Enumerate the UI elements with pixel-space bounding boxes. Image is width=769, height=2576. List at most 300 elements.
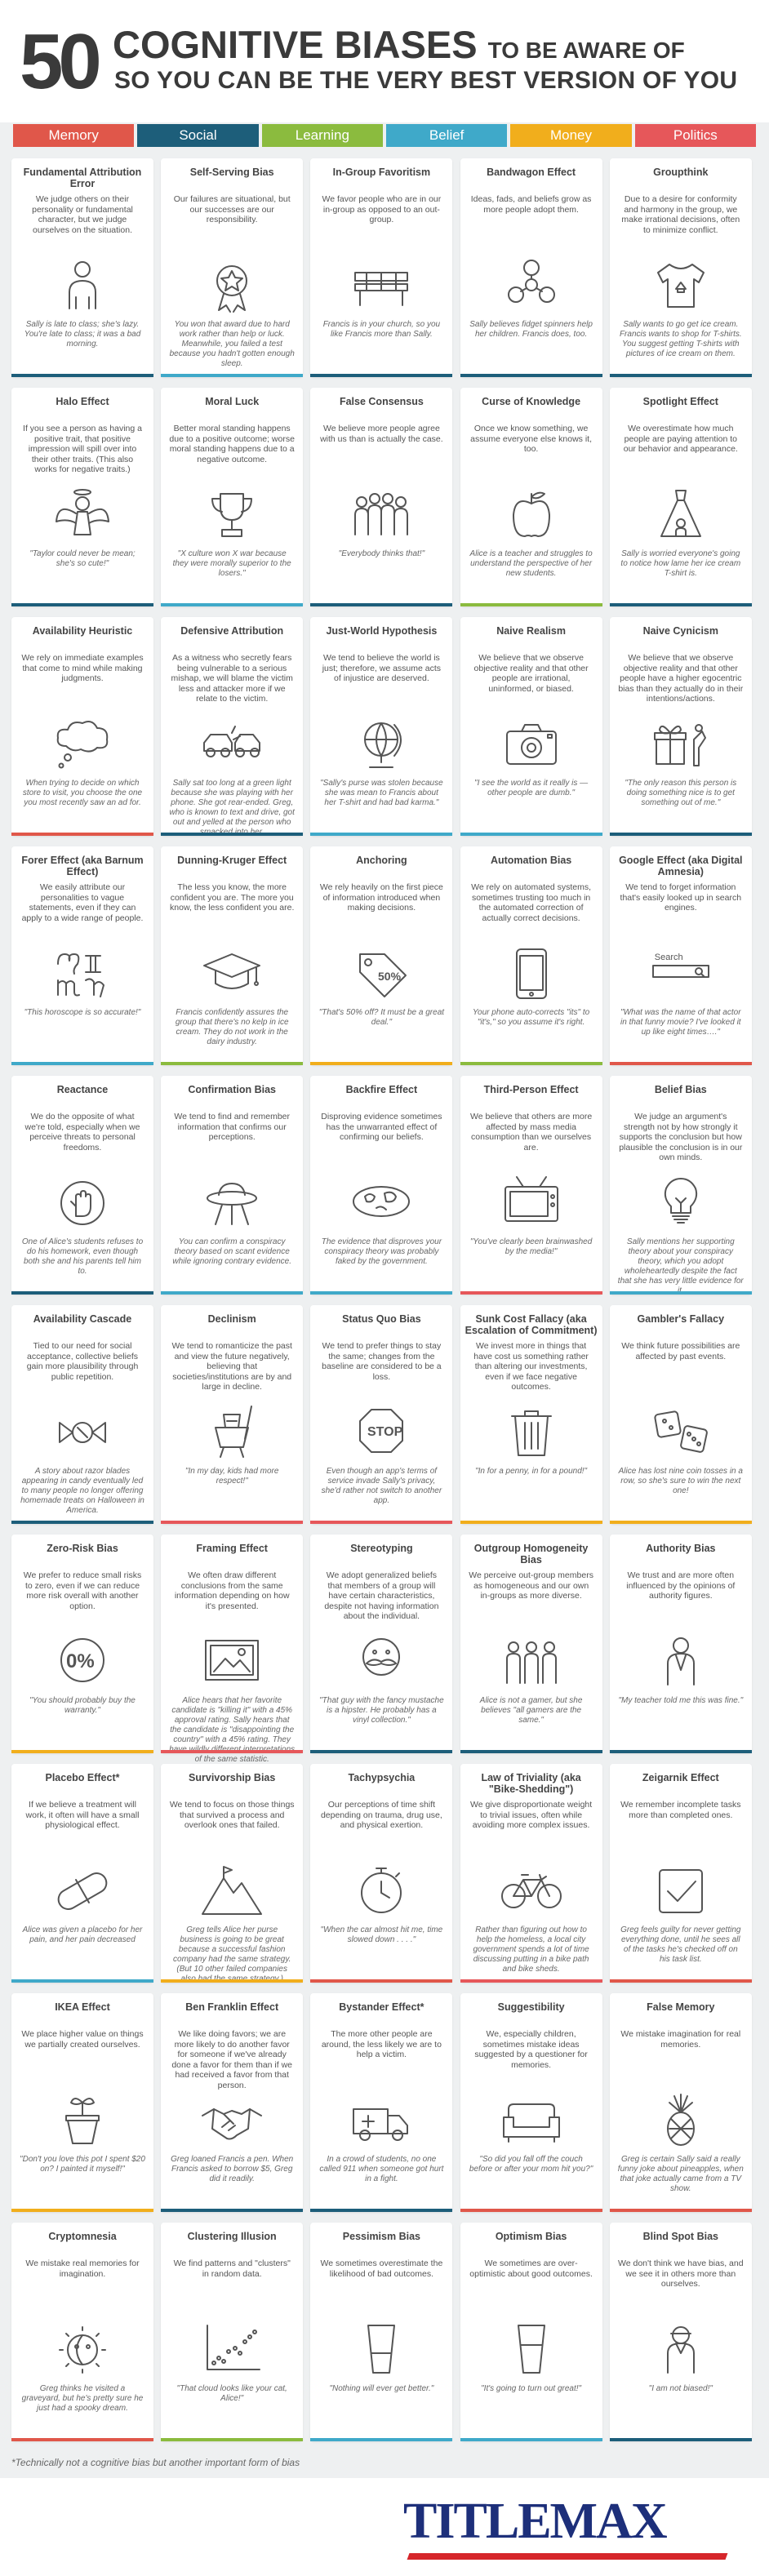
bias-card (610, 1076, 752, 1295)
bias-name: Status Quo Bias (342, 1313, 421, 1325)
bias-description: We tend to find and remember information that confirms our perceptions. (174, 1112, 290, 1142)
category-stripe (460, 374, 602, 377)
category-stripe (11, 1291, 153, 1295)
bias-example: "Nothing will ever get better." (329, 2384, 434, 2393)
bias-description: We tend to believe the world is just; therefore, we assume acts of injustice are deserved. (322, 653, 442, 683)
bias-description: We remember incomplete tasks more than completed ones. (620, 1800, 741, 1820)
bias-name: Defensive Attribution (180, 625, 284, 637)
category-memory: Memory (13, 124, 134, 147)
bias-example: "It's going to turn out great!" (481, 2384, 582, 2393)
titlemax-logo: TITLEMAX (403, 2494, 666, 2549)
bias-card (11, 1076, 153, 1295)
bias-name: Belief Bias (654, 1084, 707, 1095)
bias-description: Tied to our need for social acceptance, collective beliefs gain more plausibility through public repetition. (26, 1341, 139, 1382)
bias-example: Even though an app's terms of service invade Sally's privacy, she'd rather not switch to another app. (321, 1467, 442, 1505)
bias-description: Better moral standing happens due to a positive outcome; worse moral standing happens due to a negative outcome. (169, 424, 295, 464)
bias-example: Alice has lost nine coin tosses in a row, so she's sure to win the next one! (618, 1467, 743, 1495)
bias-name: Fundamental Attribution Error (23, 167, 142, 189)
bias-description: We trust and are more often influenced by the opinions of authority figures. (626, 1570, 736, 1601)
bias-card (161, 1764, 303, 1983)
category-stripe (460, 833, 602, 836)
bias-name: Reactance (56, 1084, 109, 1095)
bias-card (310, 1534, 452, 1753)
bias-name: Tachypsychia (348, 1772, 416, 1783)
bias-example: "In my day, kids had more respect!" (184, 1467, 279, 1486)
bias-example: Sally mentions her supporting theory about your conspiracy theory, which you adopt wholeheartedly despite the fact that she has very little evidence for (617, 1237, 744, 1286)
bias-name: Cryptomnesia (48, 2231, 117, 2242)
flower-pot-icon (50, 2091, 115, 2148)
title-line-1 (113, 24, 685, 71)
category-stripe (11, 2209, 153, 2212)
bias-description: We believe more people agree with us than is actually the case. (320, 424, 443, 444)
category-stripe (11, 1062, 153, 1065)
bias-card (310, 846, 452, 1065)
bias-example: "The only reason this person is doing something nice is to get something out of me." (625, 779, 737, 807)
title-line-2: SO YOU CAN BE THE VERY BEST VERSION OF YOU (114, 67, 738, 94)
bias-example: Greg tells Alice her purse business is going to be great because a successful fashion company had the same strategy. (But 10 other failed companies (173, 1925, 291, 1974)
bias-card (610, 388, 752, 606)
category-learning: Learning (262, 124, 383, 147)
category-stripe (610, 1521, 752, 1524)
category-stripe (310, 1062, 452, 1065)
globe-icon (349, 715, 414, 772)
price-tag-icon (349, 944, 414, 1002)
bench-icon (349, 256, 414, 313)
picture-frame-icon (199, 1632, 264, 1690)
bias-card (310, 617, 452, 836)
bias-description: We sometimes are over-optimistic about good outcomes. (469, 2258, 593, 2279)
lightbulb-icon (648, 1174, 713, 1231)
pineapple-icon (648, 2091, 713, 2148)
bias-name: Halo Effect (56, 396, 109, 407)
category-stripe (11, 603, 153, 606)
bias-card (610, 2223, 752, 2441)
bias-example: When trying to decide on which store to visit, you choose the one you most recently saw an ad for. (22, 779, 143, 807)
bias-example: "You should probably buy the warranty." (29, 1696, 136, 1715)
bias-card (460, 2223, 602, 2441)
bias-example: "I see the world as it really is — other people are dumb." (474, 779, 589, 797)
category-stripe (460, 1062, 602, 1065)
category-stripe (610, 374, 752, 377)
search-label: Search (654, 953, 683, 962)
bias-example: "This horoscope is so accurate!" (24, 1008, 141, 1017)
crowd-icon (349, 486, 414, 543)
category-belief: Belief (386, 124, 507, 147)
bias-example: "Everybody thinks that!" (338, 549, 425, 558)
bias-description: We rely heavily on the first piece of information introduced when making decisions. (319, 882, 443, 913)
stop-sign-icon (349, 1403, 414, 1460)
bias-example: "In for a penny, in for a pound!" (475, 1467, 588, 1476)
bias-example: Alice was given a placebo for her pain, and her pain decreased (22, 1925, 143, 1944)
category-stripe (161, 603, 303, 606)
bias-example: Greg thinks he visited a graveyard, but he's pretty sure he just had a spooky dream. (21, 2384, 144, 2413)
stop-hand-icon (50, 1174, 115, 1231)
bias-example: Alice is not a gamer, but she believes "all gamers are the same." (479, 1696, 583, 1725)
svg-text:STOP: STOP (367, 1425, 403, 1439)
bias-description: We place higher value on things we partially created ourselves. (21, 2029, 144, 2050)
bias-description: We rely on immediate examples that come to mind while making judgments. (21, 653, 144, 683)
medal-icon (199, 256, 264, 313)
bias-example: "Don't you love this pot I spent $20 on? I painted it myself!" (20, 2155, 145, 2174)
bias-card (11, 388, 153, 606)
category-stripe (11, 1750, 153, 1753)
bias-description: We tend to forget information that's easily looked up in search engines. (620, 882, 742, 913)
category-stripe (310, 1750, 452, 1753)
sun-moon-icon (50, 2321, 115, 2378)
knight-icon (199, 1403, 264, 1460)
thought-bubble-icon (50, 715, 115, 772)
bias-name: Zeigarnik Effect (642, 1772, 719, 1783)
bias-name: Third-Person Effect (483, 1084, 579, 1095)
bias-name: Availability Heuristic (32, 625, 133, 637)
bias-description: We rely on automated systems, sometimes trusting too much in the automated correction of actually correct decisions. (471, 882, 592, 923)
bias-description: We adopt generalized beliefs that members of a group will have certain characteristics, despite not having information about the individual. (324, 1570, 439, 1621)
bias-example: "That cloud looks like your cat, Alice!" (176, 2384, 287, 2403)
bias-description: As a witness who secretly fears being vulnerable to a serious mishap, we will blame the victim less and attacker more if we relate to the victim. (171, 653, 293, 704)
bias-card (460, 388, 602, 606)
trash-can-icon (499, 1403, 564, 1460)
category-stripe (161, 1750, 303, 1753)
bias-example: Sally believes fidget spinners help her children. Francis does, too. (469, 320, 593, 339)
title-suffix: TO BE AWARE OF (487, 38, 685, 63)
bias-name: False Memory (647, 2001, 715, 2013)
bias-card (161, 158, 303, 377)
bias-card (610, 1764, 752, 1983)
bias-example: Greg feels guilty for never getting everything done, until he sees all of the tasks he's checked off on his task list. (620, 1925, 741, 1964)
spotlight-icon (648, 486, 713, 543)
bias-name: Optimism Bias (495, 2231, 567, 2242)
phone-icon (499, 944, 564, 1002)
bias-card (610, 158, 752, 377)
bias-description: Ideas, fads, and beliefs grow as more people adopt them. (470, 194, 592, 215)
category-stripe (161, 1291, 303, 1295)
category-stripe (161, 833, 303, 836)
bias-card (11, 1534, 153, 1753)
bias-card (610, 1993, 752, 2212)
header (0, 0, 769, 122)
category-stripe (310, 2438, 452, 2441)
bias-example: "I am not biased!" (648, 2384, 713, 2393)
bias-name: Framing Effect (196, 1543, 268, 1554)
bias-card (11, 1993, 153, 2212)
bias-card (610, 1305, 752, 1524)
bias-name: Zero-Risk Bias (47, 1543, 118, 1554)
glass-half-empty-icon (349, 2321, 414, 2378)
mustache-icon (349, 1632, 414, 1690)
category-stripe (11, 374, 153, 377)
bias-name: Just-World Hypothesis (326, 625, 438, 637)
bias-name: Automation Bias (490, 855, 572, 866)
ufo-icon (199, 1174, 264, 1231)
sofa-icon (499, 2091, 564, 2148)
bias-name: Curse of Knowledge (482, 396, 581, 407)
gift-icon (648, 715, 713, 772)
category-stripe (161, 2209, 303, 2212)
bias-card (161, 846, 303, 1065)
bias-description: We give disproportionate weight to trivial issues, often while avoiding more complex issues. (469, 1800, 593, 1830)
category-stripe (610, 1979, 752, 1983)
bias-example: Rather than figuring out how to help the homeless, a local city government spends a lot of time discussing putting in a bike path and bike sheds. (473, 1925, 589, 1974)
category-stripe (460, 1979, 602, 1983)
bias-name: Spotlight Effect (642, 396, 718, 407)
bias-card (11, 617, 153, 836)
category-stripe (161, 2438, 303, 2441)
spinner-icon (499, 256, 564, 313)
bias-name: Bandwagon Effect (487, 167, 576, 178)
category-legend (11, 124, 758, 149)
bias-card (310, 1993, 452, 2212)
bias-card (11, 846, 153, 1065)
bias-example: "When the car almost hit me, time slowed down . . . ." (320, 1925, 443, 1944)
bias-card (161, 1993, 303, 2212)
bias-name: Confirmation Bias (188, 1084, 277, 1095)
ambulance-icon (349, 2091, 414, 2148)
bias-description: We sometimes overestimate the likelihood of bad outcomes. (320, 2258, 443, 2279)
bias-example: "That's 50% off? It must be a great deal." (318, 1008, 445, 1027)
bias-example: A story about razor blades appearing in candy eventually led to many people no longer offering homemade treats on Halloween in America. (20, 1467, 144, 1515)
trophy-icon (199, 486, 264, 543)
bias-card (310, 158, 452, 377)
bias-name: Law of Triviality (aka "Bike-Shedding") (481, 1772, 581, 1795)
bias-name: Backfire Effect (345, 1084, 418, 1095)
bias-description: We prefer to reduce small risks to zero, even if we can reduce more risk overall with another option. (23, 1570, 142, 1611)
bias-example: Alice hears that her favorite candidate is "killing it" with a 45% approval rating. Sally hears that the candidate is "disappointing the country" with a 45% rating. They of the same statistic. (170, 1696, 295, 1764)
bias-description: We overestimate how much people are paying attention to our behavior and appearance. (623, 424, 738, 454)
bias-name: Declinism (207, 1313, 256, 1325)
bias-name: Moral Luck (205, 396, 260, 407)
car-crash-icon (199, 715, 264, 772)
bias-description: We judge others on their personality or fundamental character, but we judge ourselves on the situation. (32, 194, 133, 235)
bias-name: Survivorship Bias (189, 1772, 276, 1783)
bias-description: If you see a person as having a positive trait, that positive impression will spill over into their other traits. (This also works for negative traits.) (23, 424, 142, 474)
category-stripe (11, 833, 153, 836)
angel-icon (50, 486, 115, 543)
category-social: Social (137, 124, 258, 147)
bias-description: We tend to romanticize the past and view the future negatively, believing that societies/institutions are by and large in decline. (171, 1341, 292, 1392)
bias-example: One of Alice's students refuses to do his homework, even though both she and his parents tell him to. (21, 1237, 144, 1276)
category-stripe (161, 1521, 303, 1524)
bias-example: "That guy with the fancy mustache is a hipster. He probably has a vinyl collection." (319, 1696, 444, 1725)
bias-card (610, 617, 752, 836)
bias-description: We favor people who are in our in-group as opposed to an out-group. (322, 194, 442, 224)
bias-name: Pessimism Bias (342, 2231, 420, 2242)
category-stripe (310, 374, 452, 377)
bias-description: We believe that we observe objective reality and that other people are irrational, uninformed, or biased. (473, 653, 589, 694)
bias-name: Availability Cascade (33, 1313, 132, 1325)
bias-description: We tend to focus on those things that survived a process and overlook ones that failed. (169, 1800, 295, 1830)
bias-description: We like doing favors; we are more likely to do another favor for someone if we've already done a favor for them than if we had received a favor from that person. (171, 2029, 293, 2090)
title-main: COGNITIVE BIASES (113, 23, 478, 66)
bias-card (610, 1534, 752, 1753)
category-stripe (460, 2438, 602, 2441)
bias-name: Stereotyping (350, 1543, 413, 1554)
bias-name: Sunk Cost Fallacy (aka Escalation of Commitment) (465, 1313, 598, 1336)
bias-name: Ben Franklin Effect (185, 2001, 279, 2013)
bias-name: IKEA Effect (55, 2001, 110, 2013)
bias-card (161, 1076, 303, 1295)
bias-example: "X culture won X war because they were morally superior to the losers." (172, 549, 291, 578)
glass-half-full-icon (499, 2321, 564, 2378)
category-stripe (460, 1521, 602, 1524)
bias-example: "What was the name of that actor in that funny movie? I've looked it up like eight times…." (620, 1008, 741, 1037)
bias-example: In a crowd of students, no one called 911 when someone got hurt in a fight. (319, 2155, 444, 2183)
bias-name: Anchoring (356, 855, 407, 866)
category-stripe (161, 1062, 303, 1065)
bias-description: Disproving evidence sometimes has the unwarranted effect of confirming our beliefs. (321, 1112, 442, 1142)
handshake-icon (199, 2091, 264, 2148)
bias-name: Blind Spot Bias (642, 2231, 718, 2242)
bias-example: "You've clearly been brainwashed by the media!" (469, 1237, 593, 1256)
bias-name: Clustering Illusion (187, 2231, 277, 2242)
bias-description: Due to a desire for conformity and harmony in the group, we make irrational decisions, often to minimize conflict. (621, 194, 740, 235)
bias-name: Gambler's Fallacy (637, 1313, 725, 1325)
bias-name: Naive Cynicism (642, 625, 718, 637)
bias-example: Sally wants to go get ice cream. Francis wants to shop for T-shirts. You suggest getting T-shirts with pictures of ice cream on them. (619, 320, 742, 358)
bias-card (161, 1534, 303, 1764)
bias-card (310, 2223, 452, 2441)
bias-card (11, 1764, 153, 1983)
bias-description: We believe that we observe objective reality and that other people have a higher egocentric bias than they actually do in their intentions/actions. (618, 653, 744, 704)
bias-description: Our perceptions of time shift depending on trauma, drug use, and physical exertion. (320, 1800, 442, 1830)
bias-name: Groupthink (653, 167, 709, 178)
bias-description: The more other people are around, the less likely we are to help a victim. (321, 2029, 442, 2059)
category-money: Money (510, 124, 631, 147)
three-people-icon (499, 1632, 564, 1690)
category-stripe (310, 603, 452, 606)
category-stripe (460, 2209, 602, 2212)
bias-example: Sally is late to class; she's lazy. You're late to class; it was a bad morning. (24, 320, 141, 349)
bias-card (310, 1076, 452, 1295)
bias-description: We mistake real memories for imagination. (25, 2258, 140, 2279)
bias-example: "My teacher told me this was fine." (618, 1696, 744, 1705)
footnote: *Technically not a cognitive bias but another important form of bias (11, 2457, 300, 2468)
flat-earth-icon (349, 1174, 414, 1231)
category-stripe (610, 2209, 752, 2212)
category-stripe (11, 1979, 153, 1983)
bias-example: You can confirm a conspiracy theory based on scant evidence while ignoring contrary evidence. (172, 1237, 291, 1266)
category-stripe (310, 833, 452, 836)
bias-card (310, 388, 452, 606)
person-icon (50, 256, 115, 313)
bias-name: In-Group Favoritism (332, 167, 431, 178)
bias-description: The less you know, the more confident you are. The more you know, the less confident you are. (170, 882, 295, 913)
bias-card (11, 158, 153, 377)
category-stripe (460, 603, 602, 606)
bias-card (161, 1305, 303, 1524)
bias-example: Greg is certain Sally said a really funny joke about pineapples, when that joke actually came from a TV show. (617, 2155, 744, 2193)
bias-description: Our failures are situational, but our successes are our responsibility. (173, 194, 291, 224)
bias-description: We judge an argument's strength not by how strongly it supports the conclusion but how plausible the conclusion is in our own minds. (619, 1112, 743, 1162)
bias-card (460, 158, 602, 377)
mountain-flag-icon (199, 1862, 264, 1919)
shirt-icon (648, 256, 713, 313)
apple-icon (499, 486, 564, 543)
bias-name: Authority Bias (646, 1543, 716, 1554)
bias-description: We easily attribute our personalities to vague statements, even if they can apply to a wide range of people. (21, 882, 144, 923)
bias-name: Outgroup Homogeneity Bias (473, 1543, 589, 1566)
bias-description: We perceive out-group members as homogeneous and our own in-groups as more diverse. (469, 1570, 593, 1601)
bias-description: We mistake imagination for real memories. (620, 2029, 741, 2050)
dice-icon (648, 1403, 713, 1460)
bias-name: False Consensus (339, 396, 424, 407)
bias-example: "Taylor could never be mean; she's so cute!" (29, 549, 136, 568)
bias-card (610, 846, 752, 1065)
category-stripe (310, 1979, 452, 1983)
bias-example: Your phone auto-corrects "its" to "it's," so you assume it's right. (472, 1008, 590, 1027)
footer (0, 2478, 769, 2576)
bias-card (460, 1764, 602, 1983)
bias-description: We often draw different conclusions from the same information depending on how it's presented. (174, 1570, 290, 1611)
bias-example: "So did you fall off the couch before or after your mom hit you?" (469, 2155, 593, 2174)
checkbox-icon (648, 1862, 713, 1919)
logo-underline (407, 2553, 728, 2560)
search-bar-icon (648, 944, 713, 1002)
category-stripe (610, 1750, 752, 1753)
category-stripe (460, 1291, 602, 1295)
bias-example: The evidence that disproves your conspiracy theory was probably faked by the government. (321, 1237, 442, 1266)
bias-description: We think future possibilities are affected by past events. (621, 1341, 740, 1361)
camera-icon (499, 715, 564, 772)
bias-card (11, 1305, 153, 1524)
category-stripe (610, 603, 752, 606)
bias-name: Self-Serving Bias (189, 167, 274, 178)
category-stripe (610, 833, 752, 836)
bias-example: Francis is in your church, so you like Francis more than Sally. (322, 320, 441, 339)
pill-icon (50, 1862, 115, 1919)
category-stripe (161, 374, 303, 377)
category-stripe (310, 2209, 452, 2212)
bias-card (460, 1993, 602, 2212)
bias-card (11, 2223, 153, 2441)
bias-name: Suggestibility (497, 2001, 565, 2013)
bias-name: Forer Effect (aka Barnum Effect) (21, 855, 144, 877)
bias-name: Naive Realism (496, 625, 566, 637)
category-stripe (610, 1062, 752, 1065)
category-stripe (11, 1521, 153, 1524)
svg-text:50%: 50% (378, 970, 402, 983)
bias-name: Placebo Effect* (45, 1772, 120, 1783)
bias-card (460, 1534, 602, 1753)
zero-percent-icon (50, 1632, 115, 1690)
bias-example: Sally sat too long at a green light because she was playing with her phone. She got rear-ended. Greg, who is known to text and drive, got out and yelled at the person who (169, 779, 295, 827)
bias-example: Francis confidently assures the group that there's no kelp in ice cream. They do not work in the dairy industry. (175, 1008, 289, 1046)
category-politics: Politics (635, 124, 756, 147)
bias-description: If we believe a treatment will work, it often will have a small physiological effect. (25, 1800, 140, 1830)
bias-card (460, 1305, 602, 1524)
category-stripe (11, 2438, 153, 2441)
mortarboard-icon (199, 944, 264, 1002)
bias-card (161, 2223, 303, 2441)
bias-name: Dunning-Kruger Effect (177, 855, 287, 866)
bias-example: You won that award due to hard work rather than help or luck. Meanwhile, you failed a test because you hadn't gotten enough sleep. (169, 320, 295, 368)
bias-example: "Sally's purse was stolen because she was mean to Francis about her T-shirt and had bad karma." (320, 779, 443, 807)
teacher-icon (648, 1632, 713, 1690)
category-stripe (610, 2438, 752, 2441)
bias-card (161, 617, 303, 836)
bias-card (310, 1764, 452, 1983)
title-number: 50 (20, 18, 97, 105)
svg-text:0%: 0% (66, 1650, 95, 1672)
bias-card (460, 846, 602, 1065)
bias-description: We tend to prefer things to stay the same; changes from the baseline are considered to be a loss. (322, 1341, 442, 1382)
bias-example: Alice is a teacher and struggles to understand the perspective of her new students. (469, 549, 593, 578)
bias-description: We find patterns and "clusters" in random data. (173, 2258, 291, 2279)
bias-card (161, 388, 303, 606)
bias-name: Google Effect (aka Digital Amnesia) (619, 855, 743, 877)
bias-card (460, 1076, 602, 1295)
bias-card (460, 617, 602, 836)
bias-description: We believe that others are more affected by mass media consumption than we ourselves are. (469, 1112, 593, 1153)
